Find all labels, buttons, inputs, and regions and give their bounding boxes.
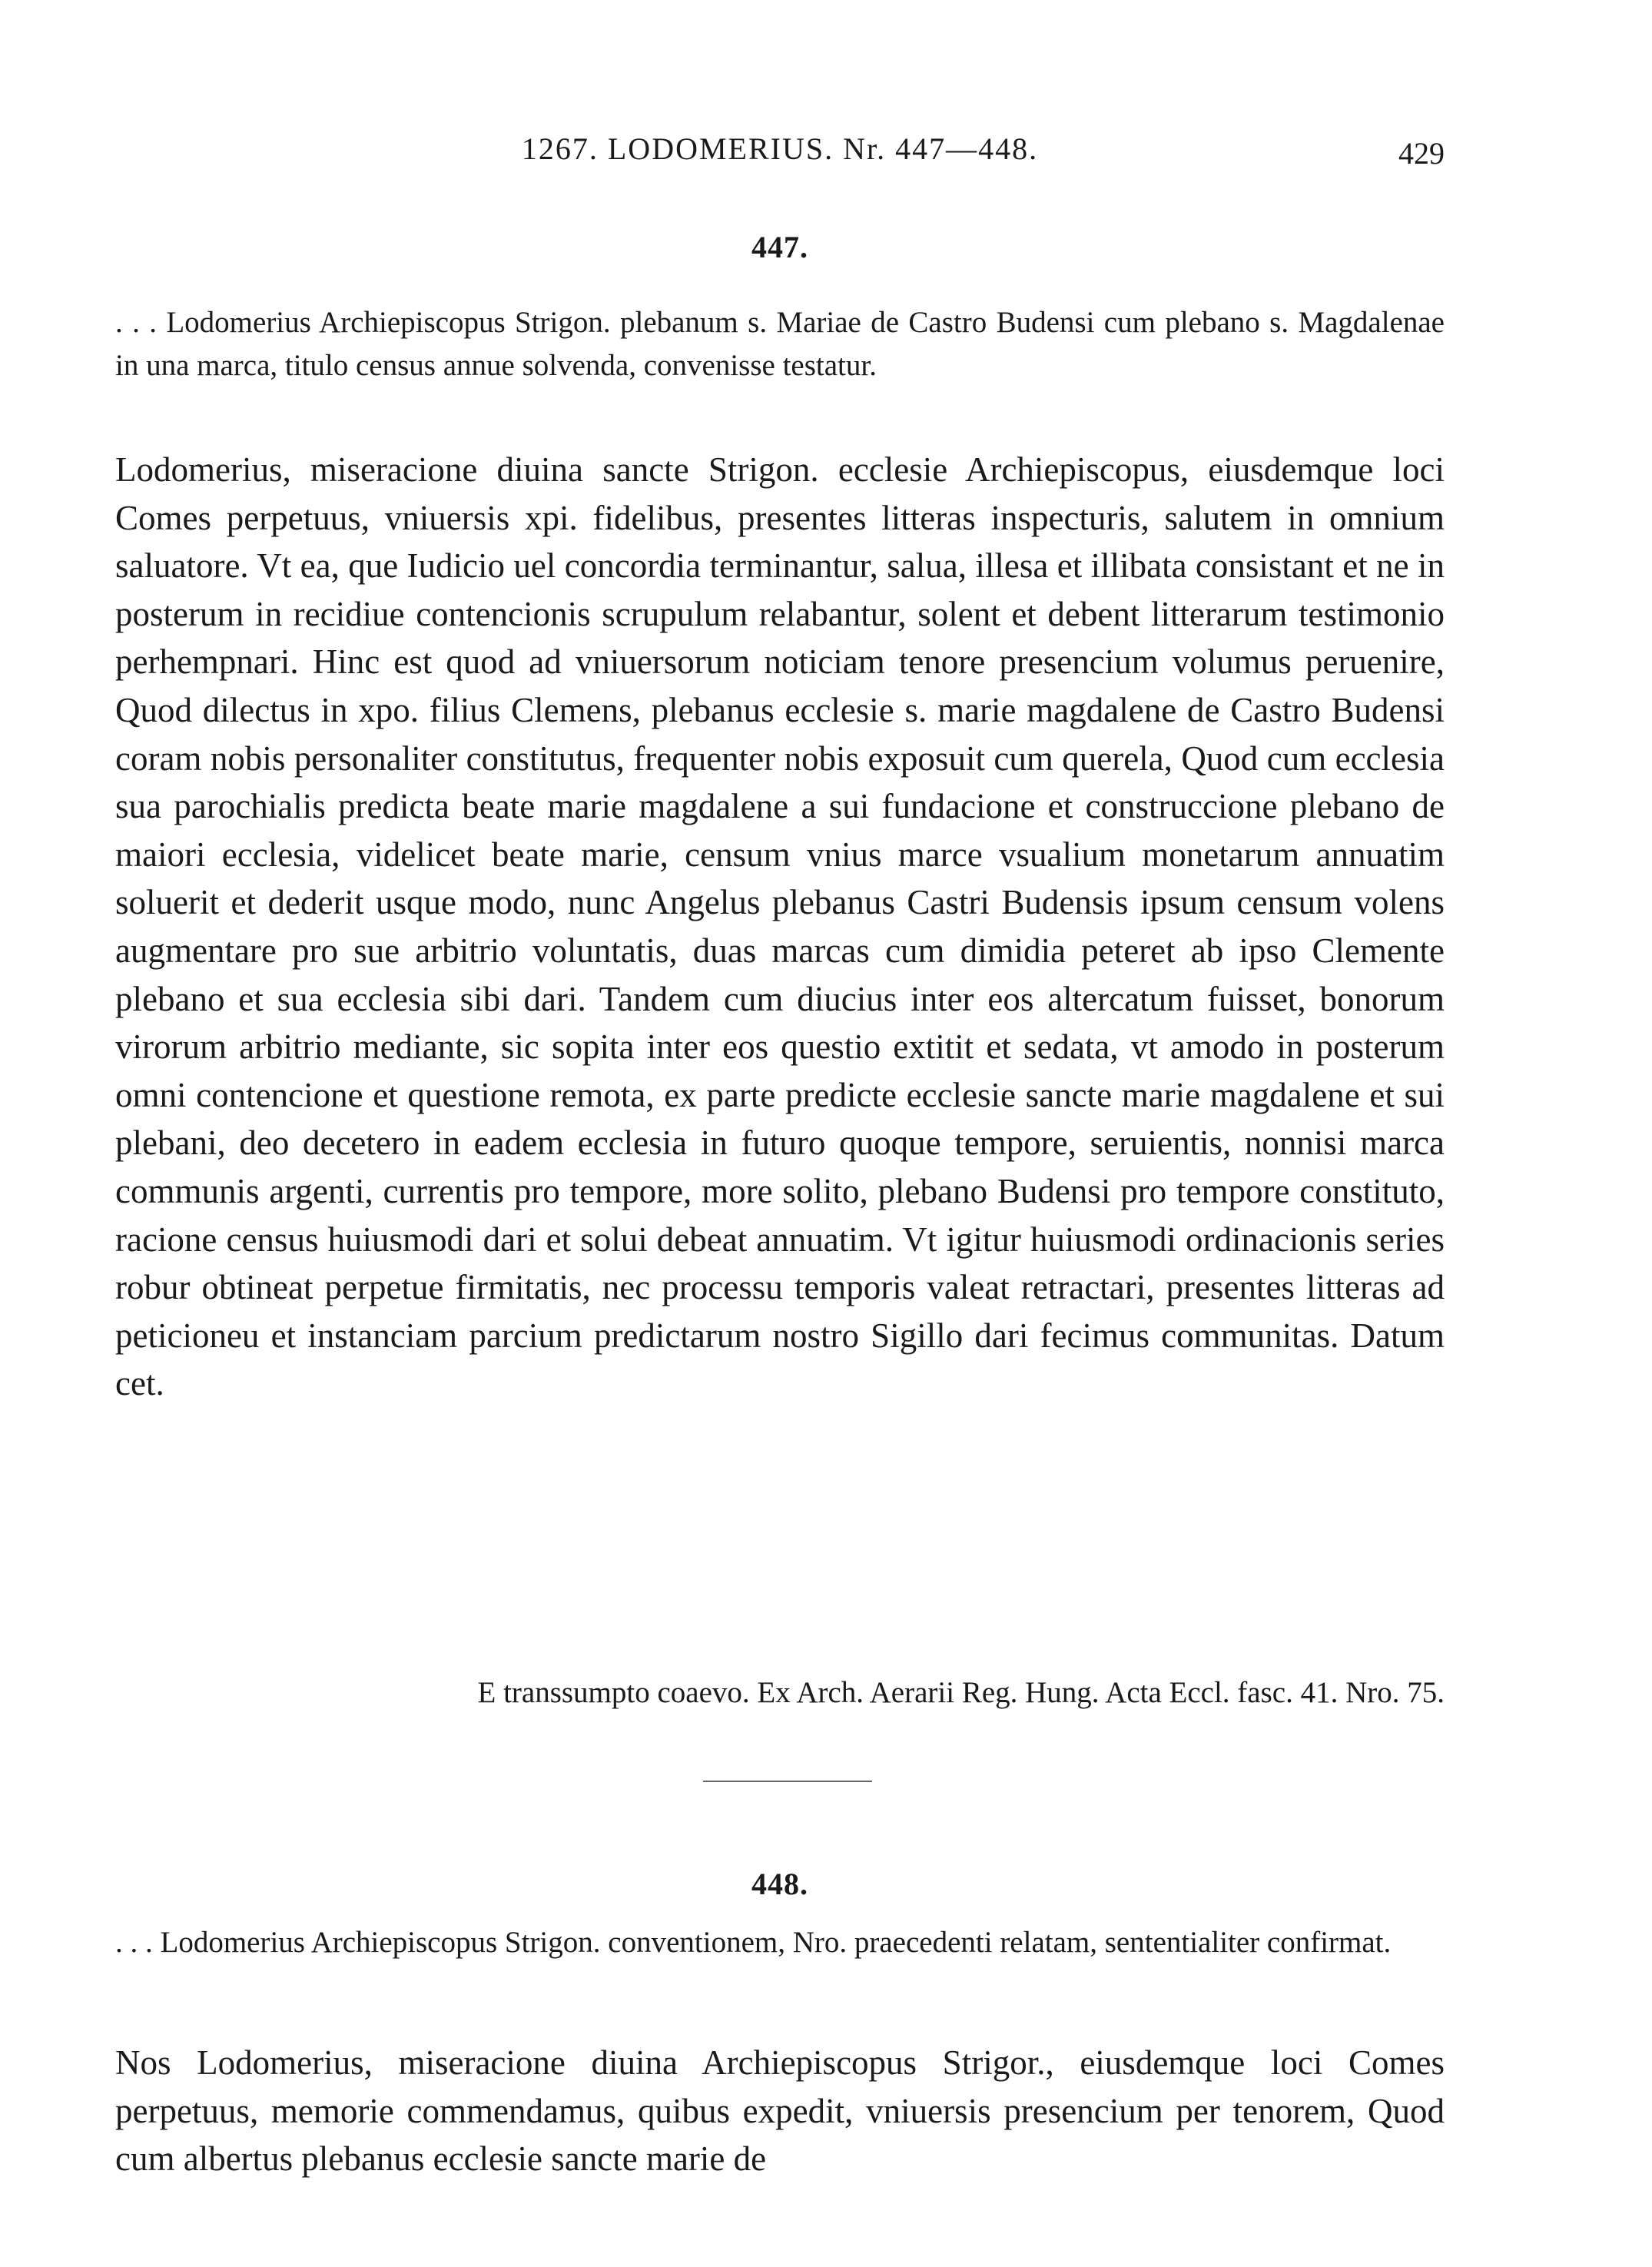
document-text-448: Nos Lodomerius, miseracione diuina Archiepiscopus Strigor., eiusdemque loci Comes perpetuus, memorie commendamus, quibus expedit, vniuersis presencium per tenorem, Quod cum albertus plebanus ecclesie sancte marie de [115,2043,1445,2179]
section-divider [703,1781,872,1782]
document-text-447: Lodomerius, miseracione diuina sancte Strigon. ecclesie Archiepiscopus, eiusdemque loci Comes perpetuus, vniuersis xpi. fidelibus, presentes litteras inspecturis, salutem in omnium saluatore. Vt ea, que Iudicio uel concordia terminantur, salua, illesa et illibata consistant et ne in posterum in recidiue contencionis scrupulum relabantur, solent et debent litterarum testimonio perhempnari. Hinc est quod ad vniuersorum noticiam tenore presencium volumus peruenire, Quod dilectus in xpo. filius Clemens, plebanus ecclesie s. marie magdalene de Castro Budensi coram nobis personaliter constitutus, frequenter nobis exposuit cum querela, Quod cum ecclesia sua parochialis predicta beate marie magdalene a sui fundacione et construccione plebano de maiori ecclesia, videlicet beate marie, censum vnius marce vsualium monetarum annuatim soluerit et dederit usque modo, nunc Angelus plebanus Castri Budensis ipsum censum volens augmentare pro sue arbitrio voluntatis, duas marcas cum dimidia peteret ab ipso Clemente plebano et sua ecclesia sibi dari. Tandem cum diucius inter eos altercatum fuisset, bonorum virorum arbitrio mediante, sic sopita inter eos questio extitit et sedata, vt amodo in posterum omni contencione et questione remota, ex parte predicte ecclesie sancte marie magdalene et sui plebani, deo decetero in eadem ecclesia in futuro quoque tempore, seruientis, nonnisi marca communis argenti, currentis pro tempore, more solito, plebano Budensi pro tempore constituto, racione census huiusmodi dari et solui debeat annuatim. Vt igitur huiusmodi ordinacionis series robur obtineat perpetue firmitatis, nec processu temporis valeat retractari, presentes litteras ad peticioneu et instanciam parcium predictarum nostro Sigillo dari fecimus communitas. Datum cet. [115,450,1445,1403]
running-head-title: 1267. LODOMERIUS. Nr. 447—448. [521,131,1039,166]
document-abstract-447: . . . Lodomerius Archiepiscopus Strigon. plebanum s. Mariae de Castro Budensi cum plebano s. Magdalenae in una marca, titulo census annue solvenda, convenisse testatur. [115,306,1445,382]
page-number: 429 [1398,136,1445,171]
running-head [115,131,1445,177]
document-number-447: 447. [751,230,808,264]
source-note-447: E transsumpto coaevo. Ex Arch. Aerarii Reg. Hung. Acta Eccl. fasc. 41. Nro. 75. [477,1676,1445,1709]
document-number-448: 448. [751,1867,808,1901]
document-abstract-448: . . . Lodomerius Archiepiscopus Strigon. conventionem, Nro. praecedenti relatam, sententialiter confirmat. [115,1926,1392,1959]
